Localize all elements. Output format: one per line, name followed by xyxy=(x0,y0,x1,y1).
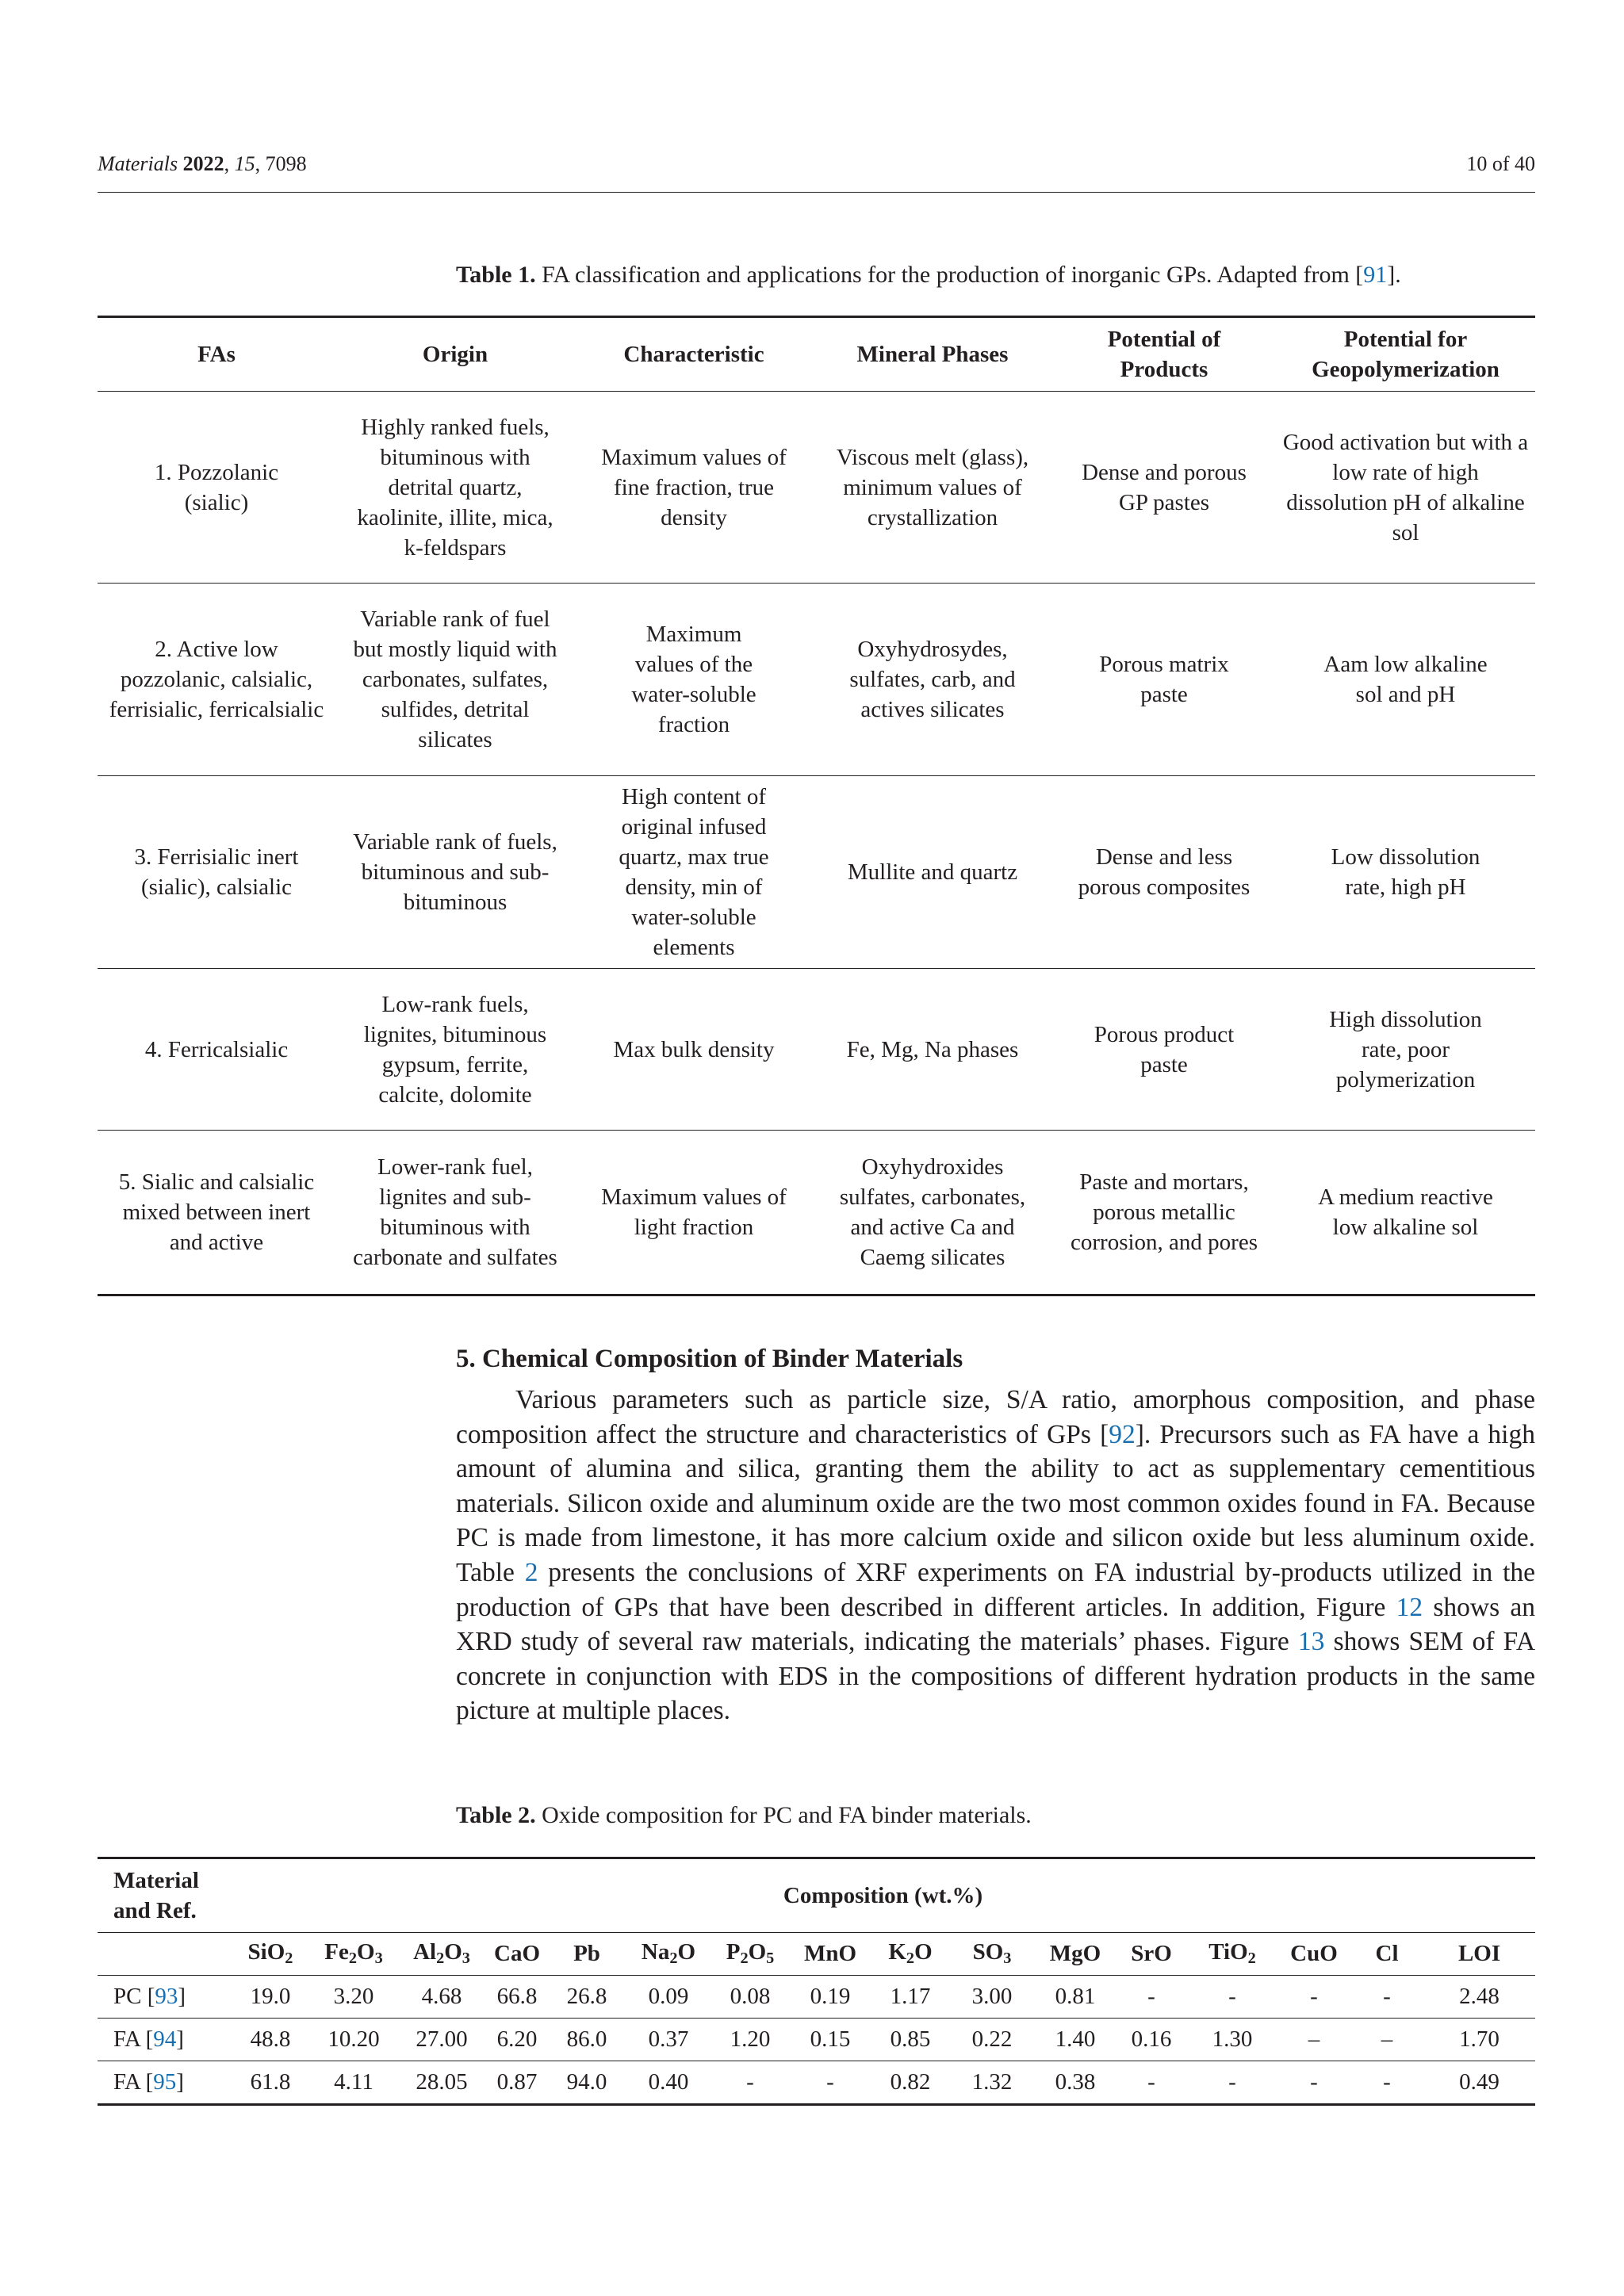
running-header xyxy=(98,151,1535,178)
oxide-header-sio2: SiO$_2$ xyxy=(247,1939,293,1968)
table-cell: Max bulk density xyxy=(613,1036,775,1062)
table2-header-material: Material and Ref. xyxy=(113,1868,199,1923)
ref-link-93[interactable]: 93 xyxy=(155,1984,178,2009)
figure-link-13[interactable]: 13 xyxy=(1297,1627,1325,1657)
oxide-header-na2o: $Na_2O$ xyxy=(641,1939,696,1968)
table-cell: 2.48 xyxy=(1459,1984,1500,2009)
paragraph-text: Various parameters such as particle size, S/A ratio, amorphous composition, and phase composition affect the structure and characteristics of GPs [ xyxy=(456,1385,1535,1449)
table-cell: Variable rank of fuel but mostly liquid with carbonates, sulfates, sulfides, detrital silicates xyxy=(353,607,557,752)
table-cell: - xyxy=(1147,2069,1155,2095)
ref-link-94[interactable]: 94 xyxy=(153,2026,177,2052)
page-number: 10 of 40 xyxy=(1466,152,1535,175)
table-cell: 1. Pozzolanic (sialic) xyxy=(154,459,279,515)
table-cell: Maximum values of the water-soluble fraction xyxy=(631,622,756,737)
table2-header-row xyxy=(98,1858,1535,1933)
oxide-header-cl: Cl xyxy=(1375,1941,1399,1966)
table-cell: Fe, Mg, Na phases xyxy=(846,1036,1019,1062)
table-cell: - xyxy=(1228,2069,1236,2095)
table-cell: – xyxy=(1381,2026,1393,2052)
table1-header-mineral-phases: Mineral Phases xyxy=(856,342,1009,367)
table1-caption-end: ]. xyxy=(1387,262,1401,288)
table-cell: 0.22 xyxy=(971,2026,1013,2052)
oxide-header-so3: $SO_3$ xyxy=(972,1939,1012,1968)
table-cell: 0.85 xyxy=(890,2026,931,2052)
paragraph-text: ]. Precursors such as FA have a high amount of alumina and silica, granting them the ability to act as supplementary cementitious materials. Silicon oxide and aluminum oxide are the two most common oxides found in FA. Because PC is made from limestone, it has more calcium oxide and silicon oxide but less aluminum oxide. Table xyxy=(456,1419,1535,1587)
section-paragraph xyxy=(456,1383,1535,1728)
oxide-header-p2o5: $P_2O_5$ xyxy=(726,1939,775,1968)
table-cell: Porous matrix paste xyxy=(1099,652,1229,707)
ref-link-95[interactable]: 95 xyxy=(153,2069,177,2095)
table-row xyxy=(98,1131,1535,1295)
oxide-header-loi: LOI xyxy=(1457,1941,1501,1966)
section-title: 5. Chemical Composition of Binder Materials xyxy=(456,1345,963,1373)
oxide-header-tio2: TiO$_2$ xyxy=(1208,1939,1256,1968)
table1-caption-text: FA classification and applications for the production of inorganic GPs. Adapted from [ xyxy=(542,262,1364,288)
table-cell: Oxyhydrosydes, sulfates, carb, and actives silicates xyxy=(849,637,1016,722)
table-cell: Porous product paste xyxy=(1094,1021,1235,1077)
table-cell: 4.11 xyxy=(334,2069,373,2095)
table2-label: Table 2. xyxy=(456,1802,536,1828)
table-cell: Dense and porous GP pastes xyxy=(1082,459,1247,515)
table1-header-potential-geopolymerization: Potential for Geopolymerization xyxy=(1312,327,1500,382)
table-cell: Mullite and quartz xyxy=(847,859,1018,885)
table-cell: - xyxy=(1310,1984,1318,2009)
table-cell: 0.38 xyxy=(1055,2069,1096,2095)
material-ref-cell: FA [95] xyxy=(113,2069,184,2095)
table-cell: Maximum values of fine fraction, true density xyxy=(601,444,787,530)
table-row xyxy=(98,1976,1535,2019)
table2-caption-text: Oxide composition for PC and FA binder materials. xyxy=(542,1802,1032,1828)
table-cell: 1.30 xyxy=(1212,2026,1253,2052)
table-cell: 19.0 xyxy=(250,1984,291,2009)
article-number: 7098 xyxy=(265,152,307,175)
table-cell: Variable rank of fuels, bituminous and sub-bituminous xyxy=(353,829,557,915)
table-cell: Lower-rank fuel, lignites and sub-bituminous with carbonate and sulfates xyxy=(353,1154,557,1270)
oxide-header-cao: CaO xyxy=(494,1941,540,1966)
journal-year: 2022 xyxy=(182,152,224,175)
oxide-header-mgo: MgO xyxy=(1049,1941,1101,1966)
table-cell: Dense and less porous composites xyxy=(1078,844,1251,900)
table-cell: 6.20 xyxy=(496,2026,538,2052)
table-cell xyxy=(98,1933,231,1976)
table-cell: 5. Sialic and calsialic mixed between inert and active xyxy=(118,1169,315,1255)
ref-link-91[interactable]: 91 xyxy=(1363,262,1388,288)
table-cell: 3.20 xyxy=(333,1984,374,2009)
table-cell: 48.8 xyxy=(250,2026,291,2052)
table-cell: A medium reactive low alkaline sol xyxy=(1318,1184,1493,1240)
table-cell: 1.20 xyxy=(730,2026,771,2052)
table-cell: 3. Ferrisialic inert (sialic), calsialic xyxy=(134,844,299,900)
table-cell: - xyxy=(1383,2069,1391,2095)
table-cell: – xyxy=(1308,2026,1320,2052)
oxide-header-fe2o3: $Fe_2O_3$ xyxy=(324,1939,383,1968)
oxide-header-sro: SrO xyxy=(1131,1941,1172,1966)
table-row xyxy=(98,2019,1535,2061)
table2 xyxy=(98,1857,1535,2106)
table-cell: 86.0 xyxy=(566,2026,607,2052)
table-cell: - xyxy=(1147,1984,1155,2009)
table-cell: 0.16 xyxy=(1131,2026,1172,2052)
table-cell: 0.15 xyxy=(810,2026,851,2052)
table-cell: High content of original infused quartz, max true density, min of water-soluble elements xyxy=(619,784,769,960)
table-row xyxy=(98,969,1535,1131)
table-cell: 1.40 xyxy=(1055,2026,1096,2052)
table-cell: Good activation but with a low rate of high dissolution pH of alkaline sol xyxy=(1282,429,1529,545)
table-row xyxy=(98,2061,1535,2105)
table1 xyxy=(98,316,1535,1296)
table-cell: Low dissolution rate, high pH xyxy=(1331,844,1480,900)
table-cell: 0.09 xyxy=(648,1984,689,2009)
table-cell: Highly ranked fuels, bituminous with detrital quartz, kaolinite, illite, mica, k-feldspars xyxy=(357,414,553,561)
table-cell: Aam low alkaline sol and pH xyxy=(1323,652,1488,707)
table2-header-composition: Composition (wt.%) xyxy=(783,1882,983,1908)
paragraph-text: shows SEM of FA concrete in conjunction with EDS in the compositions of different hydration products in the same picture at multiple places. xyxy=(456,1627,1536,1726)
table1-header-row xyxy=(98,317,1535,392)
table-cell: 0.37 xyxy=(648,2026,689,2052)
table-cell: 26.8 xyxy=(566,1984,607,2009)
table-cell: 10.20 xyxy=(327,2026,380,2052)
table-cell: Paste and mortars, porous metallic corrosion, and pores xyxy=(1071,1169,1258,1255)
material-ref-cell: PC [93] xyxy=(113,1984,186,2009)
table-cell: 1.32 xyxy=(971,2069,1013,2095)
oxide-header-pb: Pb xyxy=(573,1941,600,1966)
journal-name: Materials xyxy=(98,152,178,175)
oxide-header-al2o3: $Al_2O_3$ xyxy=(413,1939,470,1968)
table-cell: 94.0 xyxy=(566,2069,607,2095)
table-cell: 0.87 xyxy=(496,2069,538,2095)
table1-header-fas: FAs xyxy=(197,342,236,367)
table-cell: Viscous melt (glass), minimum values of crystallization xyxy=(836,444,1029,530)
table-cell: 0.81 xyxy=(1055,1984,1096,2009)
table2-oxide-header-row xyxy=(98,1933,1535,1976)
table1-label: Table 1. xyxy=(456,262,536,288)
table-cell: 0.40 xyxy=(648,2069,689,2095)
table-cell: 0.49 xyxy=(1459,2069,1500,2095)
table-cell: 3.00 xyxy=(971,1984,1013,2009)
table-cell: - xyxy=(1310,2069,1318,2095)
table1-header-origin: Origin xyxy=(422,342,488,367)
table1-caption xyxy=(456,259,1401,291)
table-cell: - xyxy=(746,2069,754,2095)
table-cell: Oxyhydroxides sulfates, carbonates, and active Ca and Caemg silicates xyxy=(839,1154,1026,1270)
table-cell: 4. Ferricalsialic xyxy=(144,1036,289,1062)
oxide-header-cuo: CuO xyxy=(1290,1941,1338,1966)
table-cell: 1.70 xyxy=(1459,2026,1500,2052)
table-cell: 66.8 xyxy=(496,1984,538,2009)
table-row xyxy=(98,584,1535,776)
table-row xyxy=(98,776,1535,969)
table-cell: - xyxy=(826,2069,834,2095)
table-row xyxy=(98,392,1535,584)
table-cell: 2. Active low pozzolanic, calsialic, ferrisialic, ferricalsialic xyxy=(109,637,324,722)
paragraph-text: shows an XRD study of several raw materials, indicating the materials’ phases. Figure xyxy=(456,1592,1536,1657)
paragraph-text: presents the conclusions of XRF experiments on FA industrial by-products utilized in the production of GPs that have been described in different articles. In addition, Figure xyxy=(456,1557,1535,1622)
material-ref-cell: FA [94] xyxy=(113,2026,184,2052)
table2-caption xyxy=(456,1800,1032,1831)
table-cell: 0.19 xyxy=(810,1984,851,2009)
table-cell: - xyxy=(1383,1984,1391,2009)
table-cell: Low-rank fuels, lignites, bituminous gypsum, ferrite, calcite, dolomite xyxy=(363,991,547,1108)
header-rule xyxy=(98,192,1535,193)
table-cell: 61.8 xyxy=(250,2069,291,2095)
ref-link-92[interactable]: 92 xyxy=(1109,1419,1136,1449)
oxide-header-k2o: $K_2O$ xyxy=(888,1939,933,1968)
journal-citation: Materials 2022, 15, 7098 xyxy=(98,152,307,175)
table-cell: 4.68 xyxy=(421,1984,462,2009)
table-link-2[interactable]: 2 xyxy=(524,1557,538,1587)
table1-header-characteristic: Characteristic xyxy=(623,342,764,367)
table-cell: - xyxy=(1228,1984,1236,2009)
table-cell: 1.17 xyxy=(890,1984,931,2009)
table-cell: High dissolution rate, poor polymerization xyxy=(1329,1006,1482,1093)
figure-link-12[interactable]: 12 xyxy=(1396,1592,1423,1622)
table-cell: Maximum values of light fraction xyxy=(601,1184,787,1240)
table-cell: 28.05 xyxy=(416,2069,468,2095)
oxide-header-mno: MnO xyxy=(803,1941,857,1966)
table1-header-potential-products: Potential of Products xyxy=(1107,327,1221,382)
journal-volume: 15 xyxy=(234,152,255,175)
table-cell: 0.82 xyxy=(890,2069,931,2095)
table-cell: 0.08 xyxy=(730,1984,771,2009)
table-cell: 27.00 xyxy=(416,2026,468,2052)
